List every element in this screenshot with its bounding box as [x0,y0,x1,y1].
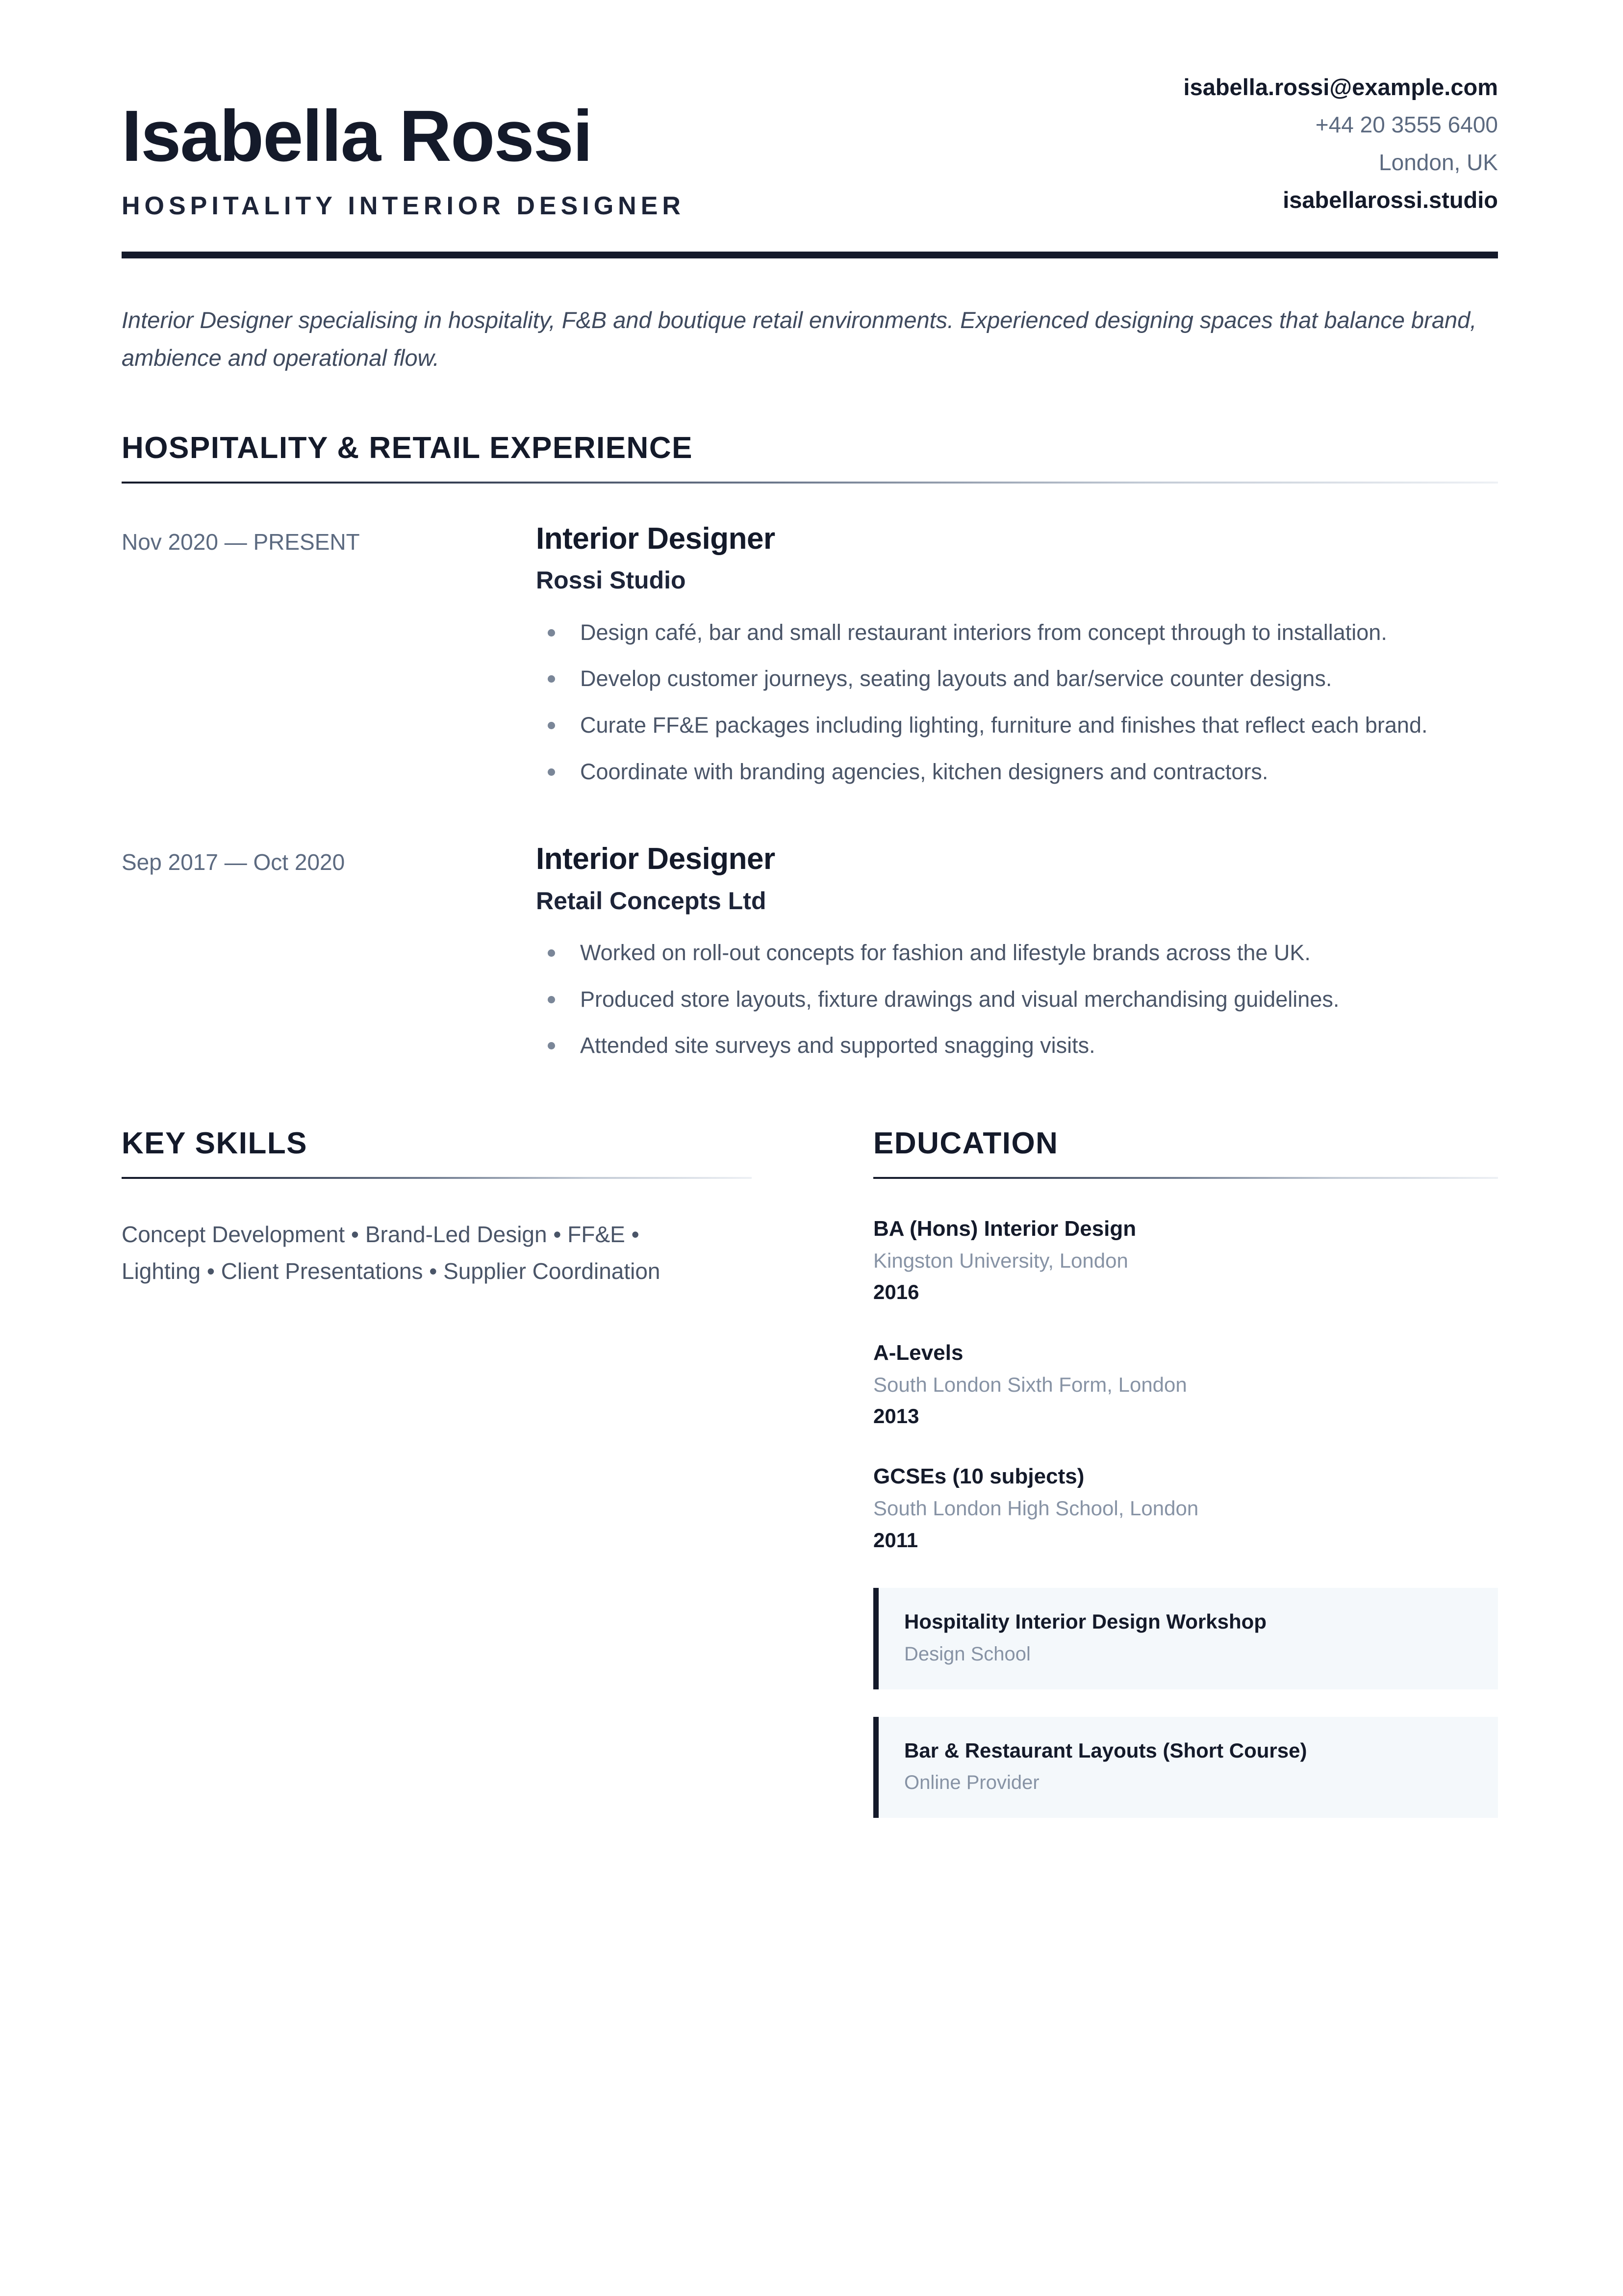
experience-section [122,432,1498,1062]
contact-phone[interactable]: +44 20 3555 6400 [1315,112,1498,138]
experience-list [122,522,1498,1062]
skills-line: Lighting • Client Presentations • Supplier Coordination [122,1258,660,1284]
experience-bullet: Attended site surveys and supported snagging visits. [536,1029,1498,1062]
skills-section-title: KEY SKILLS [122,1126,308,1160]
experience-job-title: Interior Designer [536,521,775,556]
skills-section [122,1127,752,1289]
course-card [873,1717,1498,1818]
education-school: South London Sixth Form, London [873,1373,1187,1396]
experience-bullets [536,616,1498,788]
experience-details [536,842,1498,1062]
experience-bullet: Produced store layouts, fixture drawings and visual merchandising guidelines. [536,983,1498,1016]
education-school: South London High School, London [873,1497,1199,1520]
education-year: 2016 [873,1280,919,1304]
header-divider [122,252,1498,258]
education-school: Kingston University, London [873,1249,1128,1272]
resume-header [122,74,1498,220]
experience-bullet: Curate FF&E packages including lighting, furniture and finishes that reflect each brand. [536,709,1498,742]
skills-line: Concept Development • Brand-Led Design • FF&E • [122,1222,639,1248]
education-degree: A-Levels [873,1340,964,1365]
experience-company: Retail Concepts Ltd [536,887,766,915]
education-list [873,1216,1498,1553]
experience-job-title: Interior Designer [536,842,775,876]
contact-block [1184,74,1498,220]
lower-columns [122,1127,1498,1818]
skills-list [122,1216,752,1289]
experience-bullet: Worked on roll-out concepts for fashion and lifestyle brands across the UK. [536,937,1498,969]
education-year: 2011 [873,1528,918,1552]
education-section-title: EDUCATION [873,1126,1059,1160]
experience-dates: Nov 2020 — PRESENT [122,529,360,555]
candidate-role: HOSPITALITY INTERIOR DESIGNER [122,192,685,221]
experience-bullet: Design café, bar and small restaurant interiors from concept through to installation. [536,616,1498,649]
contact-email[interactable]: isabella.rossi@example.com [1183,74,1498,100]
experience-item [122,842,1498,1062]
course-provider: Online Provider [904,1771,1040,1793]
experience-section-title: HOSPITALITY & RETAIL EXPERIENCE [122,431,693,465]
education-section-rule [873,1177,1498,1179]
contact-location: London, UK [1379,149,1498,175]
education-item [873,1464,1498,1553]
contact-website[interactable]: isabellarossi.studio [1283,186,1498,213]
experience-company: Rossi Studio [536,566,686,594]
experience-bullet: Develop customer journeys, seating layouts and bar/service counter designs. [536,663,1498,695]
candidate-name: Isabella Rossi [122,96,592,177]
course-provider: Design School [904,1643,1031,1665]
header-identity [122,96,1154,221]
education-degree: BA (Hons) Interior Design [873,1217,1137,1241]
course-name: Hospitality Interior Design Workshop [904,1610,1267,1633]
experience-section-rule [122,482,1498,484]
profile-summary: Interior Designer specialising in hospitality, F&B and boutique retail environments. Experienced designing spaces that balance brand, ambience and operational flow. [122,307,1477,371]
experience-bullets [536,937,1498,1062]
education-degree: GCSEs (10 subjects) [873,1464,1085,1489]
course-name: Bar & Restaurant Layouts (Short Course) [904,1738,1307,1762]
skills-section-rule [122,1177,752,1179]
experience-dates: Sep 2017 — Oct 2020 [122,849,345,875]
education-item [873,1340,1498,1429]
education-section [873,1127,1498,1818]
education-item [873,1216,1498,1305]
experience-item [122,522,1498,788]
experience-details [536,522,1498,788]
education-year: 2013 [873,1404,919,1428]
course-card [873,1588,1498,1689]
experience-bullet: Coordinate with branding agencies, kitchen designers and contractors. [536,756,1498,789]
